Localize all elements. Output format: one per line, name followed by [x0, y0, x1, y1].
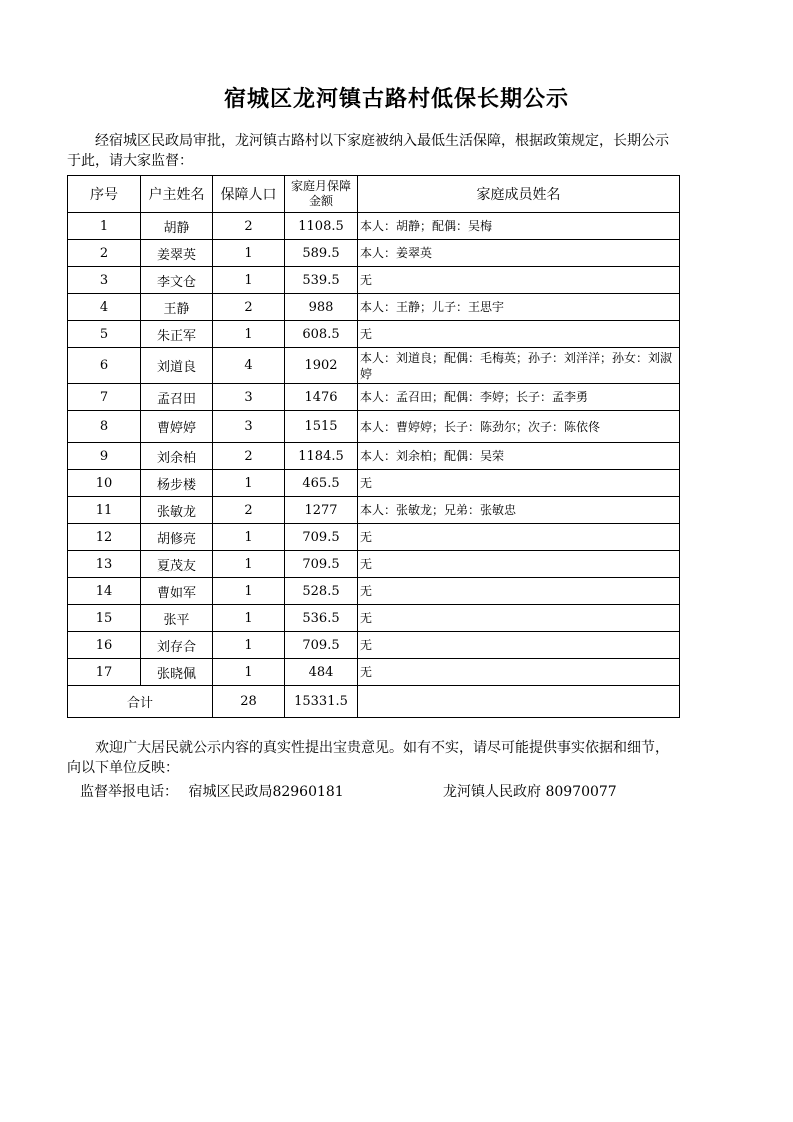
row-members: 本人：孟召田；配偶：李婷；长子：孟李勇: [358, 384, 680, 411]
table-row: [68, 470, 680, 497]
row-people: 1: [213, 632, 285, 659]
contact-bureau: 宿城区民政局82960181: [188, 784, 344, 800]
row-no: 15: [68, 605, 141, 632]
row-members: 本人：曹婷婷；长子：陈劲尔；次子：陈依佟: [358, 411, 680, 443]
row-head-name: 王静: [141, 294, 213, 321]
row-head-name: 刘道良: [141, 348, 213, 384]
header-amount: 家庭月保障 金额: [285, 176, 358, 213]
table-row: [68, 348, 680, 384]
row-members: 本人：胡静；配偶：吴梅: [358, 213, 680, 240]
table-row: [68, 213, 680, 240]
row-members: 无: [358, 470, 680, 497]
row-head-name: 张敏龙: [141, 497, 213, 524]
row-members: 本人：张敏龙；兄弟：张敏忠: [358, 497, 680, 524]
row-members: 无: [358, 267, 680, 294]
row-head-name: 杨步楼: [141, 470, 213, 497]
row-people: 1: [213, 578, 285, 605]
row-members: 无: [358, 321, 680, 348]
table-row: [68, 240, 680, 267]
table-row: [68, 267, 680, 294]
row-amount: 1476: [285, 384, 358, 411]
row-head-name: 李文仓: [141, 267, 213, 294]
row-head-name: 张平: [141, 605, 213, 632]
row-people: 1: [213, 659, 285, 686]
table-row: [68, 411, 680, 443]
header-people: 保障人口: [213, 176, 285, 213]
contact-government: 龙河镇人民政府 80970077: [443, 784, 617, 800]
table-row: [68, 578, 680, 605]
table-row: [68, 384, 680, 411]
row-amount: 1515: [285, 411, 358, 443]
row-no: 6: [68, 348, 141, 384]
contact-line: [80, 781, 617, 801]
row-no: 1: [68, 213, 141, 240]
total-amount: 15331.5: [285, 686, 358, 718]
header-no: 序号: [68, 176, 141, 213]
table-row: [68, 551, 680, 578]
row-people: 1: [213, 551, 285, 578]
row-head-name: 孟召田: [141, 384, 213, 411]
row-amount: 528.5: [285, 578, 358, 605]
row-no: 3: [68, 267, 141, 294]
row-amount: 484: [285, 659, 358, 686]
row-head-name: 张晓佩: [141, 659, 213, 686]
row-amount: 1902: [285, 348, 358, 384]
row-people: 2: [213, 213, 285, 240]
closing-paragraph: 欢迎广大居民就公示内容的真实性提出宝贵意见。如有不实，请尽可能提供事实依据和细节，向以下单位反映：: [67, 740, 669, 776]
table-row: [68, 605, 680, 632]
row-no: 17: [68, 659, 141, 686]
row-amount: 465.5: [285, 470, 358, 497]
row-members: 本人：刘余柏；配偶：吴荣: [358, 443, 680, 470]
row-members: 无: [358, 632, 680, 659]
row-people: 3: [213, 411, 285, 443]
contact-label: 监督举报电话：: [80, 784, 178, 800]
row-no: 5: [68, 321, 141, 348]
table-header-row: [68, 176, 680, 213]
row-members: 无: [358, 551, 680, 578]
table-row: [68, 321, 680, 348]
table-row: [68, 659, 680, 686]
row-people: 1: [213, 524, 285, 551]
row-amount: 988: [285, 294, 358, 321]
total-row: [68, 686, 680, 718]
row-no: 13: [68, 551, 141, 578]
row-amount: 709.5: [285, 551, 358, 578]
row-amount: 1184.5: [285, 443, 358, 470]
row-amount: 536.5: [285, 605, 358, 632]
row-members: 无: [358, 524, 680, 551]
row-head-name: 曹如军: [141, 578, 213, 605]
row-people: 4: [213, 348, 285, 384]
row-people: 2: [213, 497, 285, 524]
row-members: 无: [358, 659, 680, 686]
row-no: 8: [68, 411, 141, 443]
total-members: [358, 686, 680, 718]
row-people: 2: [213, 443, 285, 470]
row-head-name: 刘存合: [141, 632, 213, 659]
row-members: 本人：王静；儿子：王思宇: [358, 294, 680, 321]
row-amount: 1277: [285, 497, 358, 524]
row-head-name: 曹婷婷: [141, 411, 213, 443]
row-amount: 1108.5: [285, 213, 358, 240]
table-row: [68, 632, 680, 659]
row-no: 10: [68, 470, 141, 497]
row-amount: 709.5: [285, 524, 358, 551]
row-no: 14: [68, 578, 141, 605]
row-people: 3: [213, 384, 285, 411]
page-title: 宿城区龙河镇古路村低保长期公示: [223, 87, 569, 112]
row-amount: 709.5: [285, 632, 358, 659]
row-head-name: 夏茂友: [141, 551, 213, 578]
header-members: 家庭成员姓名: [358, 176, 680, 213]
row-no: 11: [68, 497, 141, 524]
row-amount: 589.5: [285, 240, 358, 267]
intro-paragraph: 经宿城区民政局审批，龙河镇古路村以下家庭被纳入最低生活保障，根据政策规定，长期公示于此，请大家监督：: [67, 133, 669, 169]
row-people: 1: [213, 470, 285, 497]
row-no: 16: [68, 632, 141, 659]
row-members: 无: [358, 578, 680, 605]
table-row: [68, 497, 680, 524]
table-row: [68, 524, 680, 551]
row-members: 本人：姜翠英: [358, 240, 680, 267]
row-head-name: 姜翠英: [141, 240, 213, 267]
row-no: 4: [68, 294, 141, 321]
row-no: 12: [68, 524, 141, 551]
row-head-name: 胡静: [141, 213, 213, 240]
table-row: [68, 443, 680, 470]
header-head-name: 户主姓名: [141, 176, 213, 213]
row-head-name: 朱正军: [141, 321, 213, 348]
recipient-table: [67, 175, 680, 718]
row-people: 1: [213, 321, 285, 348]
row-amount: 608.5: [285, 321, 358, 348]
row-people: 1: [213, 267, 285, 294]
row-no: 2: [68, 240, 141, 267]
row-members: 本人：刘道良；配偶：毛梅英；孙子：刘洋洋；孙女：刘淑婷: [358, 348, 680, 384]
row-people: 1: [213, 605, 285, 632]
row-members: 无: [358, 605, 680, 632]
row-head-name: 刘余柏: [141, 443, 213, 470]
total-label: 合计: [68, 686, 213, 718]
row-people: 1: [213, 240, 285, 267]
row-head-name: 胡修亮: [141, 524, 213, 551]
row-amount: 539.5: [285, 267, 358, 294]
row-people: 2: [213, 294, 285, 321]
total-people: 28: [213, 686, 285, 718]
row-no: 9: [68, 443, 141, 470]
row-no: 7: [68, 384, 141, 411]
table-row: [68, 294, 680, 321]
